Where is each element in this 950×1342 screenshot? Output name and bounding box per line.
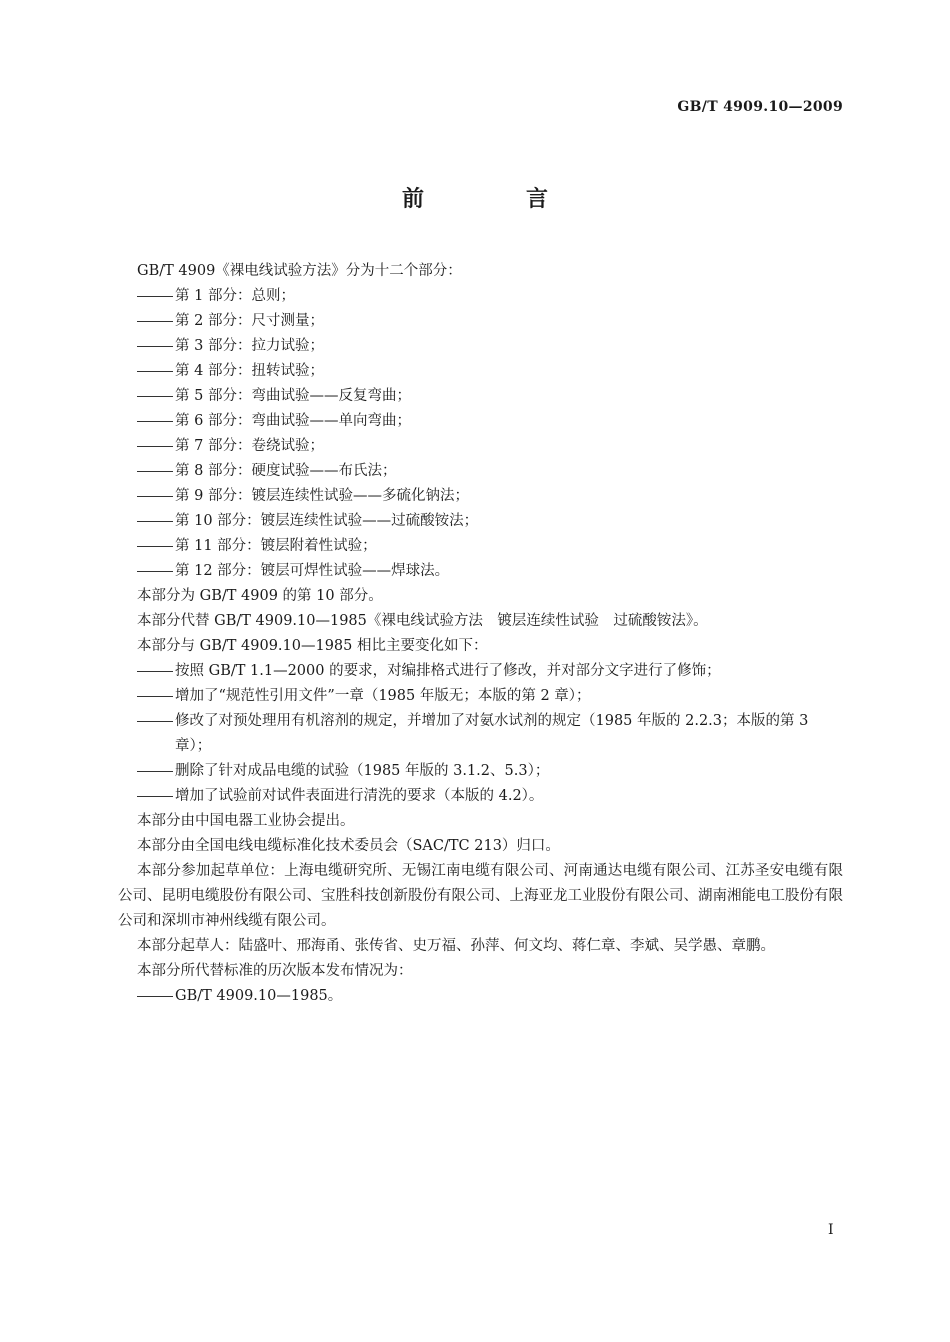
dash-marker xyxy=(137,384,175,409)
page-title: 前 言 xyxy=(401,186,588,212)
dash-marker xyxy=(137,409,175,434)
dash-marker xyxy=(137,434,175,459)
list-item xyxy=(137,684,843,709)
parts-list xyxy=(118,284,843,584)
list-item xyxy=(137,409,843,434)
list-item xyxy=(137,384,843,409)
list-item-text: 第 8 部分：硬度试验——布氏法； xyxy=(175,463,397,479)
dash-marker xyxy=(137,509,175,534)
list-item xyxy=(137,459,843,484)
list-item xyxy=(137,284,843,309)
list-item-text: 第 9 部分：镀层连续性试验——多硫化钠法； xyxy=(175,488,469,504)
list-item xyxy=(137,559,843,584)
list-item-text: 第 11 部分：镀层附着性试验； xyxy=(175,538,377,554)
dash-marker xyxy=(137,334,175,359)
list-item-text: 增加了试验前对试件表面进行清洗的要求（本版的 4.2）。 xyxy=(175,788,544,804)
dash-marker xyxy=(137,659,175,684)
dash-marker xyxy=(137,284,175,309)
history-intro: 本部分所代替标准的历次版本发布情况为： xyxy=(137,963,413,979)
list-item-text: 第 5 部分：弯曲试验——反复弯曲； xyxy=(175,388,411,404)
list-item-text: 第 12 部分：镀层可焊性试验——焊球法。 xyxy=(175,563,450,579)
list-item xyxy=(137,334,843,359)
centralized-by: 本部分由全国电线电缆标准化技术委员会（SAC/TC 213）归口。 xyxy=(137,838,560,854)
dash-marker xyxy=(137,984,175,1009)
intro-paragraph: GB/T 4909《裸电线试验方法》分为十二个部分： xyxy=(137,263,462,279)
dash-marker xyxy=(137,459,175,484)
dash-marker xyxy=(137,359,175,384)
list-item xyxy=(137,759,843,784)
standard-code: GB/T 4909.10—2009 xyxy=(677,99,843,115)
list-item-text: 第 4 部分：扭转试验； xyxy=(175,363,324,379)
drafting-units: 本部分参加起草单位：上海电缆研究所、无锡江南电缆有限公司、河南通达电缆有限公司、江苏圣安电缆有限公司、昆明电缆股份有限公司、宝胜科技创新股份有限公司、上海亚龙工业股份有限公司、湖南湘能电工股份有限公司和深圳市神州线缆有限公司。 xyxy=(118,863,843,929)
drafters: 本部分起草人：陆盛叶、邢海甬、张传省、史万福、孙萍、何文均、蒋仁章、李斌、吴学愚、章鹏。 xyxy=(137,938,775,954)
list-item xyxy=(137,709,843,759)
list-item xyxy=(137,659,843,684)
proposed-by: 本部分由中国电器工业协会提出。 xyxy=(137,813,355,829)
dash-marker xyxy=(137,684,175,709)
list-item-text: GB/T 4909.10—1985。 xyxy=(175,988,343,1004)
dash-marker xyxy=(137,309,175,334)
dash-marker xyxy=(137,784,175,809)
list-item-text: 按照 GB/T 1.1—2000 的要求，对编排格式进行了修改，并对部分文字进行了修饰； xyxy=(175,663,721,679)
page-number: I xyxy=(828,1222,834,1238)
this-part-paragraph: 本部分为 GB/T 4909 的第 10 部分。 xyxy=(137,588,383,604)
dash-marker xyxy=(137,559,175,584)
list-item xyxy=(137,784,843,809)
list-item-text: 修改了对预处理用有机溶剂的规定，并增加了对氨水试剂的规定（1985 年版的 2.2.3；本版的第 3 章）； xyxy=(175,713,809,754)
list-item xyxy=(137,309,843,334)
list-item xyxy=(137,984,843,1009)
changes-intro: 本部分与 GB/T 4909.10—1985 相比主要变化如下： xyxy=(137,638,488,654)
list-item xyxy=(137,484,843,509)
dash-marker xyxy=(137,759,175,784)
list-item xyxy=(137,534,843,559)
list-item xyxy=(137,434,843,459)
dash-marker xyxy=(137,709,175,734)
list-item-text: 删除了针对成品电缆的试验（1985 年版的 3.1.2、5.3）； xyxy=(175,763,550,779)
replaces-paragraph: 本部分代替 GB/T 4909.10—1985《裸电线试验方法 镀层连续性试验 过硫酸铵法》。 xyxy=(137,613,708,629)
list-item xyxy=(137,509,843,534)
foreword-body xyxy=(118,259,843,1009)
list-item-text: 第 7 部分：卷绕试验； xyxy=(175,438,324,454)
changes-list xyxy=(118,659,843,809)
list-item-text: 第 10 部分：镀层连续性试验——过硫酸铵法； xyxy=(175,513,479,529)
dash-marker xyxy=(137,534,175,559)
list-item-text: 第 3 部分：拉力试验； xyxy=(175,338,324,354)
list-item-text: 第 2 部分：尺寸测量； xyxy=(175,313,324,329)
list-item-text: 第 1 部分：总则； xyxy=(175,288,295,304)
list-item-text: 增加了“规范性引用文件”一章（1985 年版无；本版的第 2 章）； xyxy=(175,688,591,704)
list-item xyxy=(137,359,843,384)
dash-marker xyxy=(137,484,175,509)
list-item-text: 第 6 部分：弯曲试验——单向弯曲； xyxy=(175,413,411,429)
